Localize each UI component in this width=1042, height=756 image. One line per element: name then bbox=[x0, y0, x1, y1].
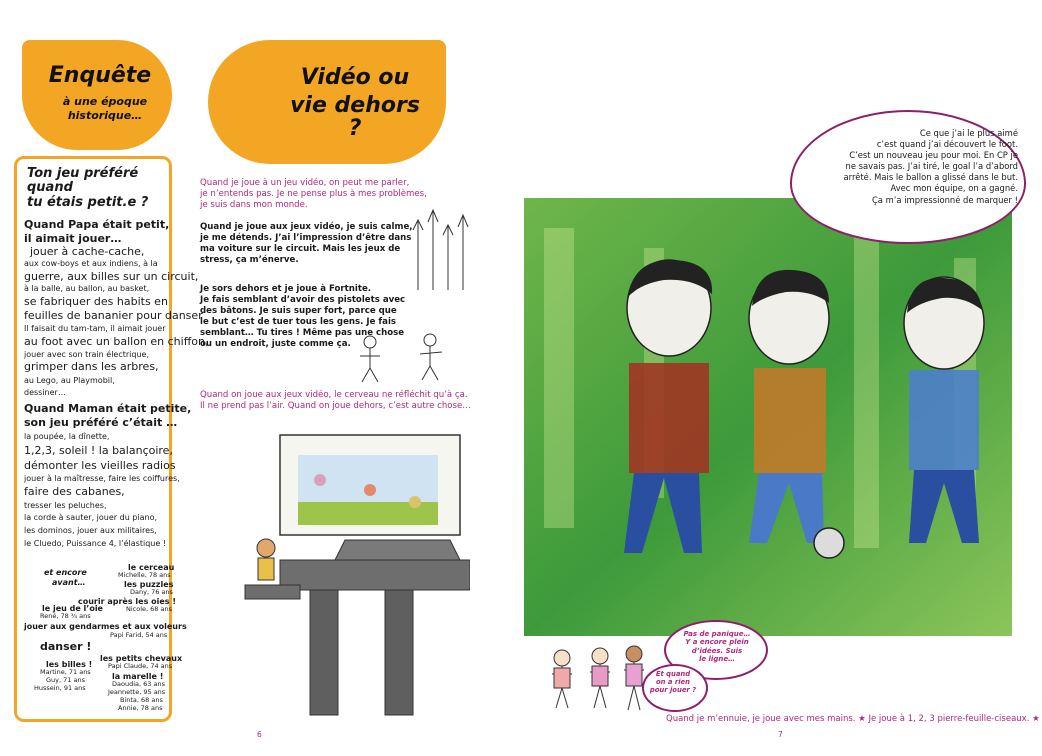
extra-attrib: Guy, 71 ans bbox=[46, 676, 85, 684]
papa-heading-1: Quand Papa était petit, bbox=[24, 218, 170, 231]
page-number-left: 6 bbox=[257, 730, 262, 739]
encore-1: et encore bbox=[44, 568, 87, 577]
tv-drawing bbox=[240, 430, 470, 720]
kids-playing-drawing bbox=[350, 330, 460, 390]
bubble-a-text: Pas de panique… Y a encore plein d’idées. Suis le ligne… bbox=[683, 630, 751, 664]
papa-line: grimper dans les arbres, bbox=[24, 360, 159, 373]
papa-line: à la balle, au ballon, au basket, bbox=[24, 284, 150, 293]
maman-line: démonter les vieilles radios bbox=[24, 459, 176, 472]
extra-oie: le jeu de l’oie bbox=[42, 604, 103, 613]
football-painting bbox=[524, 198, 1012, 636]
maman-line: la corde à sauter, jouer du piano, bbox=[24, 513, 158, 522]
extra-billes: les billes ! bbox=[46, 660, 93, 669]
paragraph-3: Je sors dehors et je joue à Fortnite. Je fais semblant d’avoir des pistolets avec des bâtons. Je suis super fort, parce que le but c’est de tuer tous les gens. Je fais semblant… Tu tires ! Même pas une chose ou un endroit, juste comme ça. bbox=[200, 284, 406, 349]
speech-text: Ce que j’ai le plus aimé c’est quand j’ai découvert le foot. C’est un nouveau jeu pour moi. En CP je ne savais pas. J’ai tiré, le goal l’a d’abord arrêté. Mais le ballon a glissé dans le but. Avec mon équipe, on a gagné. Ça m’a impressionné de marquer ! bbox=[843, 128, 1018, 205]
enquete-subtitle-1: à une époque bbox=[62, 95, 148, 108]
ball bbox=[814, 528, 844, 558]
video-title-2: vie dehors ? bbox=[290, 93, 420, 142]
extra-oies: courir après les oies ! bbox=[78, 597, 176, 606]
extra-marelle: la marelle ! bbox=[112, 672, 164, 681]
maman-line: tresser les peluches, bbox=[24, 501, 107, 510]
papa-line: Il faisait du tam-tam, il aimait jouer bbox=[24, 324, 166, 333]
papa-line: feuilles de bananier pour danser bbox=[24, 309, 203, 322]
page-number-right: 7 bbox=[778, 730, 783, 739]
kids-drawing bbox=[540, 640, 650, 720]
extra-gendarmes: jouer aux gendarmes et aux voleurs bbox=[24, 622, 187, 631]
extra-attrib: Nicole, 68 ans bbox=[126, 605, 172, 613]
papa-line: dessiner… bbox=[24, 388, 66, 397]
maman-line: le Cluedo, Puissance 4, l’élastique ! bbox=[24, 539, 167, 548]
extra-attrib: Martine, 71 ans bbox=[40, 668, 91, 676]
extra-attrib: René, 78 ¾ ans bbox=[40, 612, 91, 620]
papa-line: au foot avec un ballon en chiffon, bbox=[24, 335, 209, 348]
extra-attrib: Binta, 68 ans bbox=[120, 696, 163, 704]
box-title: Ton jeu préféré quand tu étais petit.e ? bbox=[27, 166, 149, 210]
tree-drawing bbox=[408, 200, 478, 300]
extra-attrib: Michelle, 78 ans bbox=[118, 571, 171, 579]
enquete-title: Enquête bbox=[48, 63, 152, 88]
papa-line: jouer avec son train électrique, bbox=[24, 350, 150, 359]
footer-sentence: Quand je m’ennuie, je joue avec mes mains. ★ Je joue à 1, 2, 3 pierre-feuille-ciseaux. ★ bbox=[666, 714, 1040, 724]
encore-2: avant… bbox=[52, 578, 86, 587]
extra-chevaux: les petits chevaux bbox=[100, 654, 183, 663]
extra-attrib: Papi Farid, 54 ans bbox=[110, 631, 168, 639]
extra-attrib: Annie, 78 ans bbox=[118, 704, 163, 712]
papa-line: jouer à cache-cache, bbox=[30, 245, 145, 258]
extra-danser: danser ! bbox=[40, 640, 92, 653]
papa-line: au Lego, au Playmobil, bbox=[24, 376, 115, 385]
video-title-1: Vidéo ou bbox=[300, 65, 410, 90]
maman-heading-1: Quand Maman était petite, bbox=[24, 402, 192, 415]
papa-line: aux cow-boys et aux indiens, à la bbox=[24, 259, 158, 268]
enquete-subtitle-2: historique… bbox=[67, 109, 143, 122]
extra-attrib: Hussein, 91 ans bbox=[34, 684, 86, 692]
extra-cerceau: le cerceau bbox=[128, 563, 175, 572]
maman-line: jouer à la maîtresse, faire les coiffures, bbox=[24, 474, 180, 483]
quote-4: Quand on joue aux jeux vidéo, le cerveau ne réfléchit qu’à ça. Il ne prend pas l’air. Quand on joue dehors, c’est autre chose… bbox=[200, 390, 471, 411]
maman-line: 1,2,3, soleil ! la balançoire, bbox=[24, 444, 173, 457]
maman-line: faire des cabanes, bbox=[24, 485, 125, 498]
extra-attrib: Dany, 76 ans bbox=[130, 588, 173, 596]
bubble-b-text: Et quand on a rien pour jouer ? bbox=[649, 670, 697, 695]
papa-line: se fabriquer des habits en bbox=[24, 295, 168, 308]
maman-heading-2: son jeu préféré c’était … bbox=[24, 416, 178, 429]
papa-heading-2: il aimait jouer… bbox=[24, 232, 122, 245]
extra-attrib: Daoudia, 63 ans bbox=[112, 680, 165, 688]
extra-attrib: Papi Claude, 74 ans bbox=[108, 662, 173, 670]
extra-puzzles: les puzzles bbox=[124, 580, 174, 589]
papa-line: guerre, aux billes sur un circuit, bbox=[24, 270, 199, 283]
maman-line: les dominos, jouer aux militaires, bbox=[24, 526, 157, 535]
paragraph-2: Quand je joue aux jeux vidéo, je suis calme, je me détends. J’ai l’impression d’être dans ma voiture sur le circuit. Mais les jeux de stress, ça m’énerve. bbox=[200, 222, 413, 265]
maman-line: la poupée, la dînette, bbox=[24, 432, 110, 441]
quote-1: Quand je joue à un jeu vidéo, on peut me parler, je n’entends pas. Je ne pense plus à mes problèmes, je suis dans mon monde. bbox=[200, 178, 427, 210]
extra-attrib: Jeannette, 95 ans bbox=[108, 688, 166, 696]
